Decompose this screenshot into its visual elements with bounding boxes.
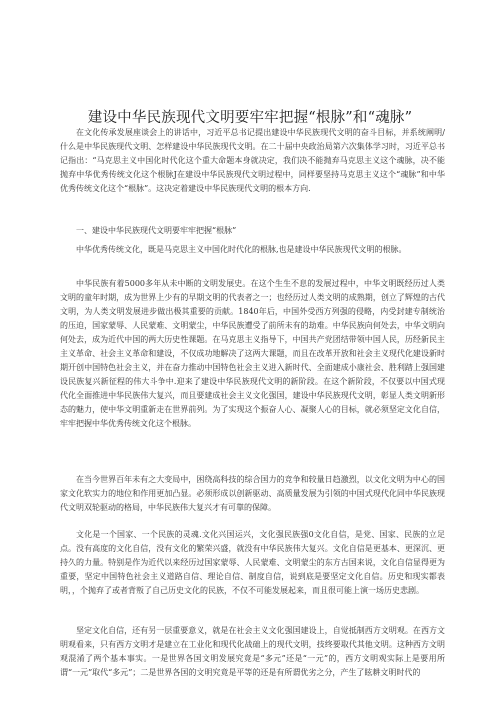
paragraph-civilization-history: 中华民族有着5000多年从未中断的文明发展史。在这个生生不息的发展过程中，中华文明既经历过人类文明的童年时期，成为世界上少有的早期文明的代表者之一；也经历过人类文明的成熟期，创立了辉煌的古代文明，为人类文明发展进步做出极其重要的贡献。1840年后，中国外受西方列强的侵略，内受封建专制统治的压迫，国家蒙辱、人民蒙难、文明蒙尘，中华民族遭受了前所未有的劫难。中华民族向何处去，中华文明向何处去，成为近代中国的两大历史性课题。在马克思主义指导下，中国共产党团结带领中国人民，历经新民主主义革命、社会主义革命和建设，不仅成功地解决了这两大课题，而且在改革开放和社会主义现代化建设新时期开创中国特色社会主义，并在奋力推动中国特色社会主义进入新时代、全面建成小康社会、胜利踏上强国建设民族复兴新征程的伟大斗争中.迎来了建设中华民族现代文明的新阶段。在这个新阶段，不仅要以中国式现代化全面推进中华民族伟大复兴，而且要建成社会主义文化强国，建设中华民族现代文明，彰显人类文明新形态的魅力，使中华文明重新走在世界前列。为了实现这个振奋人心、凝聚人心的目标，就必须坚定文化自信，牢牢把握中华优秀传统文化这个根脉。 [60,279,445,428]
document-title: 建设中华民族现代文明要牢牢把握“根脉”和“魂脉” [87,109,413,126]
paragraph-intro: 在文化传承发展座谈会上的讲话中，习近平总书记提出建设中华民族现代文明的奋斗目标，并系统阐明/什么是中华民族现代文明、怎样建设中华民族现代文明。在二十届中央政治局第六次集体学习时，习近平总书记指出：“马克思主义中国化时代化这个重大命题本身就决定，我们决不能抛弃马克思主义这个魂脉，决不能抛弃中华优秀传统文化这个根脉J在建设中华民族现代文明过程中，同样要坚持马克思主义这个“魂脉”和中华优秀传统文化这个“根脉”。这决定着建设中华民族现代文明的根本方向. [60,128,445,193]
paragraph-western-view: 坚定文化自信，还有另一层重要意义，就是在社会主义文化强国建设上，自觉抵制西方文明观。在西方文明观看来，只有西方文明才是建立在工业化和现代化战础上的现代文明，技终要取代其他文明。这种西方文明观混淆了两个基本事实。一是世界各国文明发展究竟是“多元”还是“一元”的，西方文明观实际上是要用所谓“一元”取代“多元”；二是世界各国的文明究竟是平等的还是有所谓优劣之分，产生了眩耕文明时代的 [60,626,445,677]
paragraph-root-vein: 中华优秀传统文化，既是马克思主义中国化时代化的根脉,也是建设中华民族现代文明的根脉。 [76,245,407,254]
section-heading-1: 一、建设中华民族现代文明要牢牢把握“根脉” [76,226,237,235]
paragraph-great-changes: 在当今世界百年未有之大变局中，困绕高科技的综合国力的竞争和较量日趋激烈，以文化文明为中心的国家文化软实力的地位和作用更加凸显。必须形成以创新驱动、高质量发展为引领的中国式现代化同中华民族现代文明双轮驱动的格局，中华民族伟大复兴才有可靠的保障。 [60,475,445,512]
paragraph-cultural-confidence: 文化是一个国家、一个民族的灵魂.文化兴国运兴，文化强民族强0文化自信，是党、国家、民族的立足点。没有高度的文化自信，没有文化的繁荣兴盛，就没有中华民族伟大复兴。文化自信是更基本、更深沉、更持久的力量。特别是作为近代以来经历过国家蒙辱、人民蒙难、文明蒙尘的东方古国来说，文化自信显得更为重要，坚定中国特色社会主义道路自信、理论自信、制度自信，说到底是要坚定文化自信。历史和现实都表明，，个抛弃了或者背叛了自己历史文化的民族，不仅不可能发展起来，而且很可能上演一场历史悲剧。 [60,530,445,595]
